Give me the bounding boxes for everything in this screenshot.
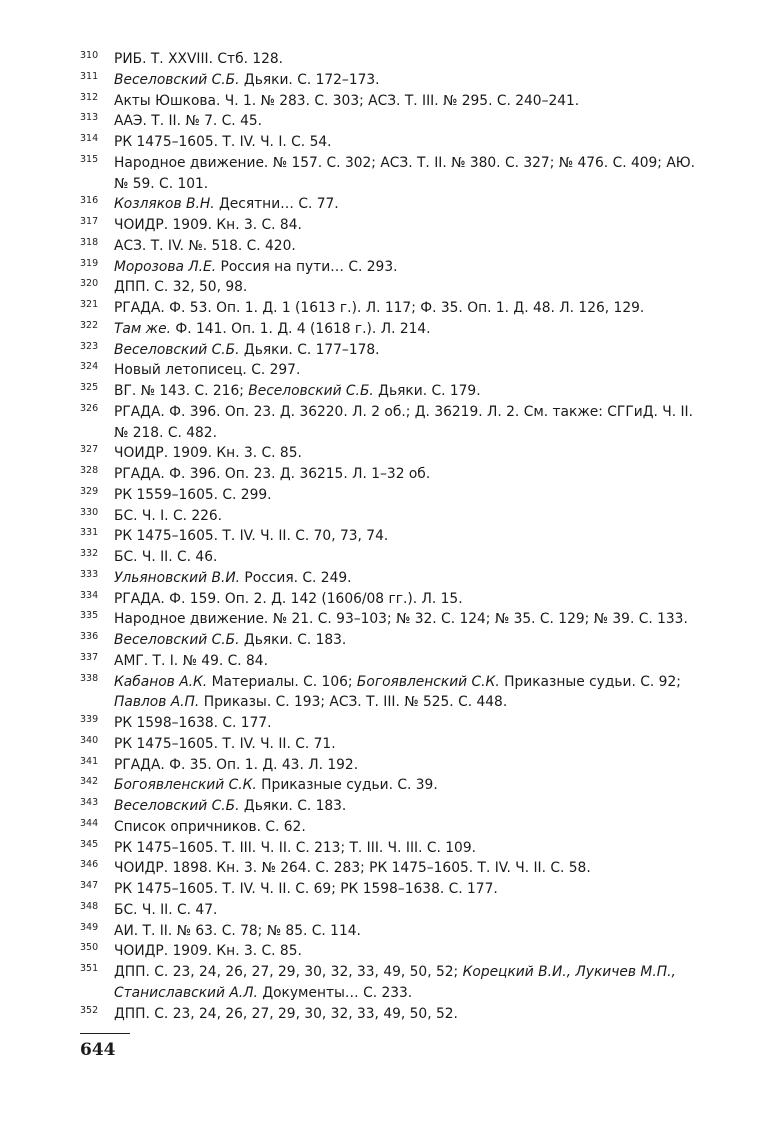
footnote-number: 316	[80, 195, 99, 207]
footnote-number: 312	[80, 91, 99, 103]
footer-rule	[80, 1033, 130, 1034]
citation-text: ВГ. № 143. С. 216;	[114, 383, 249, 399]
footnote-number: 317	[80, 216, 99, 227]
footnote	[80, 589, 700, 610]
footnote-text	[114, 858, 700, 879]
footnote	[80, 153, 700, 195]
author-name: Веселовский С.Б.	[248, 383, 374, 399]
footnote-number: 313	[80, 112, 99, 124]
citation-text: Народное движение. № 21. С. 93–103; № 32. С. 124; № 35. С. 129; № 39. С. 133.	[114, 611, 688, 628]
footnote	[80, 568, 700, 589]
footnote	[80, 755, 700, 776]
footnote-text	[114, 443, 700, 464]
citation-text: РГАДА. Ф. 396. Оп. 23. Д. 36220. Л. 2 об.; Д. 36219. Л. 2. См. также: СГГиД. Ч. II. № 218. С. 482.	[114, 403, 694, 441]
footnote	[80, 236, 700, 257]
author-name: Ульяновский В.И.	[114, 569, 241, 586]
footnote-text	[114, 153, 700, 195]
author-name: Корецкий В.И., Лукичев М.П., Станиславский А.Л.	[114, 964, 676, 1001]
footnote-text	[114, 277, 700, 298]
footnote	[80, 630, 700, 651]
citation-text: ЧОИДР. 1898. Кн. 3. № 264. С. 283; РК 1475–1605. Т. IV. Ч. II. С. 58.	[114, 860, 591, 877]
citation-text: РГАДА. Ф. 396. Оп. 23. Д. 36215. Л. 1–32 об.	[114, 466, 431, 482]
footnote-number: 329	[80, 485, 99, 497]
citation-text: АИ. Т. II. № 63. С. 78; № 85. С. 114.	[114, 922, 361, 939]
footnote-number: 346	[80, 859, 99, 871]
footnote-text	[114, 298, 700, 319]
citation-text: Ф. 141. Оп. 1. Д. 4 (1618 г.). Л. 214.	[170, 320, 431, 337]
citation-text: ЧОИДР. 1909. Кн. 3. С. 85.	[114, 445, 302, 462]
footnote	[80, 485, 700, 506]
footnote	[80, 49, 700, 70]
citation-text: Акты Юшкова. Ч. 1. № 283. С. 303; АСЗ. Т. III. № 295. С. 240–241.	[114, 92, 580, 109]
citation-text: Документы… С. 233.	[257, 984, 413, 1001]
footnote-number: 328	[80, 465, 99, 476]
footnote-number: 349	[80, 921, 99, 933]
citation-text: БС. Ч. II. С. 46.	[114, 549, 218, 565]
footnote-text	[114, 900, 700, 921]
footnote	[80, 111, 700, 132]
footnote	[80, 734, 700, 755]
footnote-number: 347	[80, 880, 99, 891]
footnote-number: 341	[80, 755, 99, 767]
footnote-text	[114, 962, 700, 1004]
footnote	[80, 70, 700, 91]
footnote-number: 325	[80, 382, 99, 393]
footnote	[80, 547, 700, 568]
footnote-number: 321	[80, 299, 99, 310]
footnote-text	[114, 609, 700, 630]
citation-text: Дьяки. С. 172–173.	[239, 71, 380, 88]
footnote-text	[114, 111, 700, 132]
footnote	[80, 672, 700, 714]
footnote	[80, 775, 700, 796]
citation-text: РГАДА. Ф. 35. Оп. 1. Д. 43. Л. 192.	[114, 756, 359, 773]
footnote-text	[114, 630, 700, 651]
footnote-number: 315	[80, 153, 99, 165]
footnote-text	[114, 91, 700, 112]
footnote	[80, 796, 700, 817]
footnote	[80, 1004, 700, 1025]
footnote-number: 310	[80, 50, 99, 61]
footnote-number: 343	[80, 797, 99, 808]
footnote-number: 342	[80, 776, 99, 788]
footnote-text	[114, 734, 700, 755]
footnote	[80, 194, 700, 215]
footnote	[80, 215, 700, 236]
footnote	[80, 858, 700, 879]
footnote-text	[114, 402, 700, 444]
citation-text: Россия на пути… С. 293.	[216, 258, 398, 275]
footnote-number: 351	[80, 963, 99, 974]
footnote-number: 314	[80, 133, 99, 144]
footnote	[80, 879, 700, 900]
citation-text: Дьяки. С. 177–178.	[239, 341, 380, 358]
citation-text: ААЭ. Т. II. № 7. С. 45.	[114, 113, 263, 130]
citation-text: ДПП. С. 23, 24, 26, 27, 29, 30, 32, 33, 49, 50, 52.	[114, 1005, 458, 1022]
footnote-text	[114, 796, 700, 817]
citation-text: БС. Ч. I. С. 226.	[114, 507, 223, 524]
citation-text: БС. Ч. II. С. 47.	[114, 901, 218, 918]
footnote-text	[114, 340, 700, 361]
citation-text: Народное движение. № 157. С. 302; АСЗ. Т. II. № 380. С. 327; № 476. С. 409; АЮ. № 59. С. 101.	[114, 154, 696, 192]
footnote-text	[114, 941, 700, 962]
footnote-text	[114, 215, 700, 236]
footnote-text	[114, 319, 700, 340]
author-name: Веселовский С.Б.	[114, 632, 240, 648]
footnote	[80, 817, 700, 838]
citation-text: РГАДА. Ф. 159. Оп. 2. Д. 142 (1606/08 гг.). Л. 15.	[114, 590, 463, 607]
footnote-text	[114, 485, 700, 506]
footnote-number: 340	[80, 734, 99, 746]
footnote	[80, 381, 700, 402]
citation-text: Материалы. С. 106;	[207, 673, 357, 690]
footnote-number: 338	[80, 672, 99, 684]
author-name: Веселовский С.Б.	[114, 341, 240, 358]
footnote-text	[114, 506, 700, 527]
footnote	[80, 506, 700, 527]
footnote-number: 322	[80, 319, 99, 331]
citation-text: РК 1475–1605. Т. IV. Ч. I. С. 54.	[114, 134, 332, 150]
author-name: Павлов А.П.	[114, 694, 200, 711]
footnote	[80, 340, 700, 361]
footnote	[80, 277, 700, 298]
citation-text: ДПП. С. 23, 24, 26, 27, 29, 30, 32, 33, 49, 50, 52;	[114, 964, 463, 980]
footnote-number: 335	[80, 610, 99, 622]
footnote-number: 320	[80, 278, 99, 290]
footnote	[80, 298, 700, 319]
footnote-text	[114, 838, 700, 859]
footnote-list	[80, 49, 700, 1024]
author-name: Богоявленский С.К.	[356, 673, 500, 690]
footnote-number: 350	[80, 942, 99, 954]
author-name: Веселовский С.Б.	[114, 798, 240, 814]
footnote-number: 324	[80, 361, 99, 373]
footnote-number: 352	[80, 1004, 99, 1016]
footnote-number: 311	[80, 70, 99, 82]
footnote-number: 331	[80, 527, 99, 539]
citation-text: АМГ. Т. I. № 49. С. 84.	[114, 652, 268, 669]
author-name: Морозова Л.Е.	[114, 258, 217, 275]
citation-text: РИБ. Т. XXVIII. Стб. 128.	[114, 51, 284, 67]
footnote-text	[114, 381, 700, 402]
footnote	[80, 91, 700, 112]
footnote-text	[114, 526, 700, 547]
footnote	[80, 257, 700, 278]
citation-text: ЧОИДР. 1909. Кн. 3. С. 84.	[114, 217, 302, 233]
footnote-number: 345	[80, 838, 99, 850]
footnote-text	[114, 257, 700, 278]
author-name: Веселовский С.Б.	[114, 71, 240, 88]
footnote-text	[114, 464, 700, 485]
footnote	[80, 464, 700, 485]
citation-text: Дьяки. С. 179.	[373, 383, 481, 399]
footnote-number: 339	[80, 714, 99, 725]
citation-text: Приказы. С. 193; АСЗ. Т. III. № 525. С. 448.	[199, 694, 508, 711]
footnote-number: 334	[80, 589, 99, 601]
citation-text: Россия. С. 249.	[240, 569, 352, 586]
citation-text: РК 1475–1605. Т. III. Ч. II. С. 213; Т. III. Ч. III. С. 109.	[114, 839, 476, 856]
author-name: Кабанов А.К.	[114, 673, 208, 690]
footnote-text	[114, 589, 700, 610]
footnote	[80, 526, 700, 547]
footnote-number: 337	[80, 651, 99, 663]
footnote	[80, 651, 700, 672]
citation-text: Дьяки. С. 183.	[239, 798, 347, 814]
footnote	[80, 838, 700, 859]
footnote-text	[114, 817, 700, 838]
author-name: Богоявленский С.К.	[114, 777, 257, 794]
footnote-number: 318	[80, 236, 99, 248]
footnote	[80, 402, 700, 444]
author-name: Козляков В.Н.	[114, 196, 215, 213]
footnote	[80, 132, 700, 153]
citation-text: РГАДА. Ф. 53. Оп. 1. Д. 1 (1613 г.). Л. 117; Ф. 35. Оп. 1. Д. 48. Л. 126, 129.	[114, 300, 645, 316]
citation-text: Дьяки. С. 183.	[239, 632, 347, 648]
citation-text: АСЗ. Т. IV. №. 518. С. 420.	[114, 237, 296, 254]
citation-text: РК 1475–1605. Т. IV. Ч. II. С. 69; РК 1598–1638. С. 177.	[114, 881, 498, 897]
citation-text: Приказные судьи. С. 39.	[256, 777, 438, 794]
footnote	[80, 900, 700, 921]
footnote-text	[114, 755, 700, 776]
footnote-number: 332	[80, 548, 99, 559]
footnote-number: 323	[80, 340, 99, 352]
footnote-text	[114, 49, 700, 70]
footnote-text	[114, 132, 700, 153]
footnote-number: 348	[80, 900, 99, 912]
footnote-text	[114, 651, 700, 672]
author-name: Там же.	[114, 320, 171, 337]
footnote-number: 344	[80, 817, 99, 829]
citation-text: РК 1475–1605. Т. IV. Ч. II. С. 70, 73, 74.	[114, 528, 389, 545]
footnote-number: 333	[80, 568, 99, 580]
footnote-text	[114, 547, 700, 568]
footnote-number: 330	[80, 506, 99, 518]
footnote	[80, 941, 700, 962]
citation-text: РК 1598–1638. С. 177.	[114, 715, 272, 731]
citation-text: Список опричников. С. 62.	[114, 818, 306, 835]
footnote-text	[114, 194, 700, 215]
footnote-text	[114, 672, 700, 714]
footnote-number: 326	[80, 402, 99, 414]
footnote-text	[114, 568, 700, 589]
footnote-text	[114, 921, 700, 942]
citation-text: РК 1559–1605. С. 299.	[114, 486, 272, 503]
footnote	[80, 319, 700, 340]
footnote-text	[114, 879, 700, 900]
citation-text: Десятни… С. 77.	[214, 196, 339, 213]
footnote-text	[114, 236, 700, 257]
footnote	[80, 921, 700, 942]
footnote-text	[114, 360, 700, 381]
footnote-text	[114, 713, 700, 734]
footnote	[80, 609, 700, 630]
footnote	[80, 443, 700, 464]
citation-text: РК 1475–1605. Т. IV. Ч. II. С. 71.	[114, 735, 336, 752]
citation-text: ДПП. С. 32, 50, 98.	[114, 279, 248, 296]
footnote	[80, 962, 700, 1004]
footnote-number: 327	[80, 444, 99, 456]
footnote-text	[114, 70, 700, 91]
footnote	[80, 713, 700, 734]
citation-text: Новый летописец. С. 297.	[114, 362, 301, 379]
citation-text: Приказные судьи. С. 92;	[499, 673, 681, 690]
footnote	[80, 360, 700, 381]
page-number: 644	[80, 1040, 116, 1060]
footnote-text	[114, 1004, 700, 1025]
footnote-number: 336	[80, 631, 99, 642]
citation-text: ЧОИДР. 1909. Кн. 3. С. 85.	[114, 943, 302, 960]
footnote-text	[114, 775, 700, 796]
footnote-number: 319	[80, 257, 99, 269]
